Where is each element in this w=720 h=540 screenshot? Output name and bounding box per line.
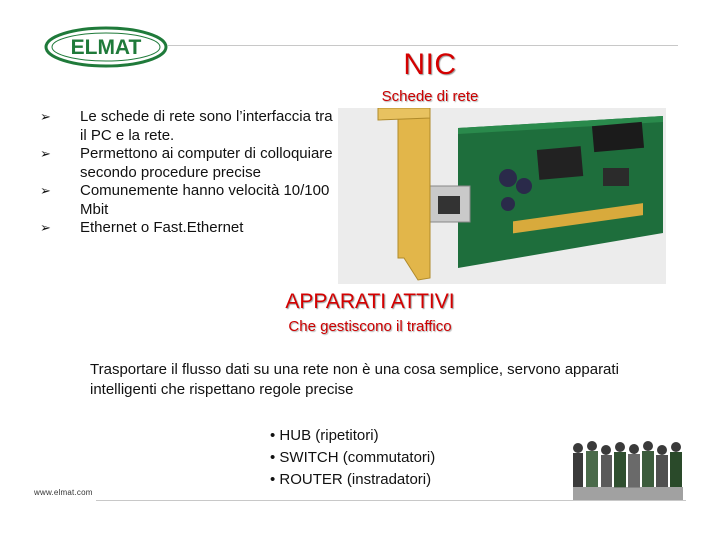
arrow-bullet-icon: ➢ (40, 109, 51, 124)
section-title: APPARATI ATTIVI (285, 290, 455, 313)
website-url: www.elmat.com (34, 488, 93, 497)
bullet-list (40, 108, 340, 238)
bullet-item: ➢ Ethernet o Fast.Ethernet (40, 219, 244, 236)
footer-rule (96, 500, 686, 501)
arrow-bullet-icon: ➢ (40, 183, 51, 198)
elmat-logo (44, 26, 168, 68)
network-card-image (338, 108, 666, 284)
people-group-image (570, 438, 688, 502)
arrow-bullet-icon: ➢ (40, 146, 51, 161)
section-subtitle: Che gestiscono il traffico (288, 318, 452, 335)
logo-text: ELMAT (70, 36, 142, 59)
header-rule (168, 45, 678, 46)
device-item-router: • ROUTER (instradatori) (270, 471, 432, 488)
bullet-item: ➢ Le schede di rete sono l’interfaccia tra il PC e la rete. (40, 108, 333, 144)
bullet-item: ➢ Comunemente hanno velocità 10/100 Mbit (40, 182, 330, 218)
device-item-switch: • SWITCH (commutatori) (270, 449, 436, 466)
slide-title: NIC (403, 48, 457, 81)
section-paragraph: Trasportare il flusso dati su una rete non è una cosa semplice, servono apparati intelligenti che rispettano regole precise (90, 361, 619, 398)
arrow-bullet-icon: ➢ (40, 220, 51, 235)
device-item-hub: • HUB (ripetitori) (270, 427, 379, 444)
slide-subtitle: Schede di rete (381, 88, 479, 105)
device-list (270, 425, 435, 491)
bullet-item: ➢ Permettono ai computer di colloquiare secondo procedure precise (40, 145, 333, 181)
